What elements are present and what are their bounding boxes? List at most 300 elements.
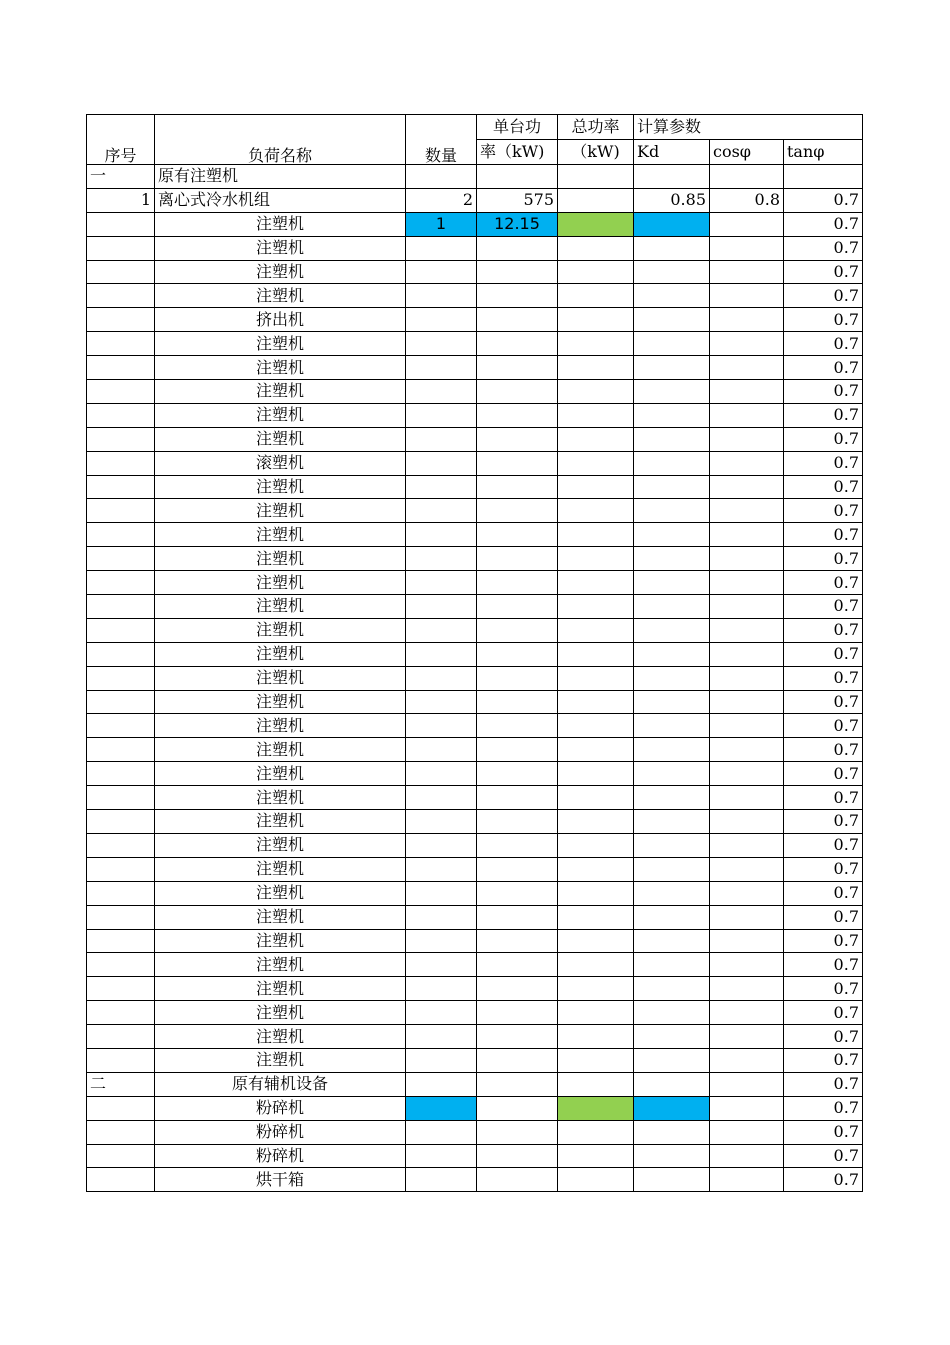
cell-kd[interactable] <box>634 1048 710 1072</box>
cell-seq[interactable] <box>87 1144 155 1168</box>
cell-cos[interactable] <box>710 332 784 356</box>
cell-cos[interactable] <box>710 595 784 619</box>
cell-tan[interactable]: 0.7 <box>784 403 863 427</box>
cell-seq[interactable] <box>87 1025 155 1049</box>
cell-seq[interactable] <box>87 475 155 499</box>
cell-tan[interactable]: 0.7 <box>784 786 863 810</box>
cell-seq[interactable] <box>87 929 155 953</box>
cell-unit-power[interactable] <box>477 786 558 810</box>
cell-seq[interactable] <box>87 953 155 977</box>
cell-kd[interactable] <box>634 929 710 953</box>
cell-total-power[interactable] <box>558 403 634 427</box>
cell-seq[interactable] <box>87 762 155 786</box>
cell-cos[interactable] <box>710 308 784 332</box>
cell-cos[interactable] <box>710 642 784 666</box>
cell-cos[interactable] <box>710 475 784 499</box>
cell-tan[interactable]: 0.7 <box>784 762 863 786</box>
cell-cos[interactable] <box>710 833 784 857</box>
cell-unit-power[interactable] <box>477 451 558 475</box>
cell-tan[interactable]: 0.7 <box>784 308 863 332</box>
cell-qty[interactable] <box>406 165 477 189</box>
header-qty[interactable]: 数量 <box>406 115 477 165</box>
cell-unit-power[interactable] <box>477 762 558 786</box>
cell-load-name[interactable]: 注塑机 <box>155 427 406 451</box>
cell-qty[interactable] <box>406 284 477 308</box>
cell-load-name[interactable]: 注塑机 <box>155 618 406 642</box>
cell-seq[interactable] <box>87 523 155 547</box>
cell-tan[interactable]: 0.7 <box>784 1001 863 1025</box>
cell-unit-power[interactable] <box>477 332 558 356</box>
cell-total-power[interactable] <box>558 1025 634 1049</box>
cell-total-power[interactable] <box>558 762 634 786</box>
cell-qty[interactable] <box>406 260 477 284</box>
cell-total-power[interactable] <box>558 666 634 690</box>
cell-total-power[interactable] <box>558 427 634 451</box>
cell-qty[interactable] <box>406 523 477 547</box>
cell-qty[interactable] <box>406 977 477 1001</box>
cell-qty[interactable] <box>406 618 477 642</box>
cell-cos[interactable] <box>710 905 784 929</box>
cell-unit-power[interactable] <box>477 929 558 953</box>
cell-unit-power[interactable] <box>477 1001 558 1025</box>
cell-kd[interactable]: 0.85 <box>634 188 710 212</box>
cell-total-power[interactable] <box>558 451 634 475</box>
cell-seq[interactable] <box>87 857 155 881</box>
cell-qty[interactable] <box>406 833 477 857</box>
cell-total-power[interactable] <box>558 1144 634 1168</box>
cell-qty[interactable] <box>406 427 477 451</box>
cell-unit-power[interactable] <box>477 666 558 690</box>
cell-seq[interactable] <box>87 236 155 260</box>
cell-kd[interactable] <box>634 762 710 786</box>
header-kd[interactable]: Kd <box>634 140 710 165</box>
cell-qty[interactable]: 2 <box>406 188 477 212</box>
cell-tan[interactable]: 0.7 <box>784 881 863 905</box>
cell-load-name[interactable]: 注塑机 <box>155 332 406 356</box>
cell-tan[interactable]: 0.7 <box>784 833 863 857</box>
cell-load-name[interactable]: 注塑机 <box>155 881 406 905</box>
header-unit-power-line2[interactable]: 率（kW) <box>477 140 558 165</box>
cell-unit-power[interactable] <box>477 642 558 666</box>
cell-seq[interactable] <box>87 905 155 929</box>
cell-qty[interactable] <box>406 905 477 929</box>
cell-seq[interactable] <box>87 284 155 308</box>
cell-kd[interactable] <box>634 666 710 690</box>
cell-unit-power[interactable] <box>477 1168 558 1192</box>
cell-qty[interactable] <box>406 356 477 380</box>
cell-load-name[interactable]: 注塑机 <box>155 1025 406 1049</box>
cell-cos[interactable] <box>710 427 784 451</box>
cell-kd[interactable] <box>634 1025 710 1049</box>
cell-load-name[interactable]: 注塑机 <box>155 212 406 236</box>
cell-kd[interactable] <box>634 1096 710 1120</box>
cell-tan[interactable]: 0.7 <box>784 666 863 690</box>
cell-seq[interactable] <box>87 666 155 690</box>
cell-load-name[interactable]: 注塑机 <box>155 786 406 810</box>
cell-unit-power[interactable] <box>477 427 558 451</box>
cell-tan[interactable]: 0.7 <box>784 523 863 547</box>
cell-qty[interactable] <box>406 786 477 810</box>
cell-load-name[interactable]: 注塑机 <box>155 547 406 571</box>
cell-cos[interactable] <box>710 260 784 284</box>
cell-total-power[interactable] <box>558 714 634 738</box>
cell-load-name[interactable]: 注塑机 <box>155 499 406 523</box>
cell-qty[interactable] <box>406 1072 477 1096</box>
cell-qty[interactable] <box>406 690 477 714</box>
cell-cos[interactable] <box>710 212 784 236</box>
cell-total-power[interactable] <box>558 690 634 714</box>
cell-load-name[interactable]: 注塑机 <box>155 857 406 881</box>
cell-qty[interactable] <box>406 451 477 475</box>
cell-kd[interactable] <box>634 833 710 857</box>
cell-qty[interactable] <box>406 1144 477 1168</box>
cell-seq[interactable]: 1 <box>87 188 155 212</box>
cell-kd[interactable] <box>634 165 710 189</box>
cell-total-power[interactable] <box>558 1168 634 1192</box>
cell-cos[interactable] <box>710 571 784 595</box>
cell-kd[interactable] <box>634 618 710 642</box>
cell-seq[interactable] <box>87 380 155 404</box>
cell-cos[interactable] <box>710 547 784 571</box>
cell-seq[interactable] <box>87 451 155 475</box>
cell-unit-power[interactable] <box>477 833 558 857</box>
cell-seq[interactable] <box>87 260 155 284</box>
header-name[interactable]: 负荷名称 <box>155 115 406 165</box>
cell-tan[interactable]: 0.7 <box>784 1144 863 1168</box>
cell-load-name[interactable]: 注塑机 <box>155 642 406 666</box>
cell-total-power[interactable] <box>558 1096 634 1120</box>
cell-unit-power[interactable] <box>477 499 558 523</box>
cell-kd[interactable] <box>634 571 710 595</box>
cell-total-power[interactable] <box>558 929 634 953</box>
cell-seq[interactable] <box>87 833 155 857</box>
cell-unit-power[interactable] <box>477 571 558 595</box>
cell-total-power[interactable] <box>558 475 634 499</box>
cell-kd[interactable] <box>634 380 710 404</box>
cell-load-name[interactable]: 注塑机 <box>155 260 406 284</box>
cell-load-name[interactable]: 挤出机 <box>155 308 406 332</box>
header-tan[interactable]: tanφ <box>784 140 863 165</box>
cell-unit-power[interactable] <box>477 690 558 714</box>
cell-load-name[interactable]: 注塑机 <box>155 953 406 977</box>
cell-total-power[interactable] <box>558 332 634 356</box>
cell-tan[interactable]: 0.7 <box>784 1025 863 1049</box>
cell-qty[interactable] <box>406 1048 477 1072</box>
cell-load-name[interactable]: 注塑机 <box>155 690 406 714</box>
cell-qty[interactable] <box>406 762 477 786</box>
cell-cos[interactable] <box>710 690 784 714</box>
cell-unit-power[interactable] <box>477 1048 558 1072</box>
cell-load-name[interactable]: 注塑机 <box>155 833 406 857</box>
cell-total-power[interactable] <box>558 523 634 547</box>
cell-kd[interactable] <box>634 642 710 666</box>
cell-unit-power[interactable] <box>477 810 558 834</box>
cell-load-name[interactable]: 粉碎机 <box>155 1144 406 1168</box>
cell-qty[interactable] <box>406 499 477 523</box>
cell-tan[interactable]: 0.7 <box>784 1120 863 1144</box>
cell-seq[interactable]: 二 <box>87 1072 155 1096</box>
cell-kd[interactable] <box>634 499 710 523</box>
cell-tan[interactable]: 0.7 <box>784 547 863 571</box>
cell-seq[interactable] <box>87 547 155 571</box>
cell-cos[interactable] <box>710 1048 784 1072</box>
cell-tan[interactable]: 0.7 <box>784 1072 863 1096</box>
cell-cos[interactable] <box>710 857 784 881</box>
cell-load-name[interactable]: 注塑机 <box>155 523 406 547</box>
cell-cos[interactable] <box>710 165 784 189</box>
cell-cos[interactable] <box>710 738 784 762</box>
cell-qty[interactable] <box>406 332 477 356</box>
cell-tan[interactable]: 0.7 <box>784 188 863 212</box>
cell-seq[interactable] <box>87 618 155 642</box>
cell-qty[interactable] <box>406 1001 477 1025</box>
cell-cos[interactable]: 0.8 <box>710 188 784 212</box>
cell-load-name[interactable]: 注塑机 <box>155 977 406 1001</box>
cell-seq[interactable] <box>87 1120 155 1144</box>
cell-unit-power[interactable] <box>477 475 558 499</box>
cell-cos[interactable] <box>710 810 784 834</box>
cell-tan[interactable]: 0.7 <box>784 642 863 666</box>
cell-total-power[interactable] <box>558 284 634 308</box>
cell-total-power[interactable] <box>558 642 634 666</box>
cell-unit-power[interactable] <box>477 356 558 380</box>
cell-unit-power[interactable] <box>477 1072 558 1096</box>
cell-tan[interactable]: 0.7 <box>784 905 863 929</box>
cell-total-power[interactable] <box>558 833 634 857</box>
cell-total-power[interactable] <box>558 595 634 619</box>
cell-load-name[interactable]: 注塑机 <box>155 1001 406 1025</box>
cell-tan[interactable]: 0.7 <box>784 427 863 451</box>
cell-load-name[interactable]: 注塑机 <box>155 905 406 929</box>
cell-kd[interactable] <box>634 212 710 236</box>
cell-kd[interactable] <box>634 308 710 332</box>
cell-seq[interactable] <box>87 786 155 810</box>
cell-unit-power[interactable] <box>477 905 558 929</box>
cell-kd[interactable] <box>634 1072 710 1096</box>
cell-total-power[interactable] <box>558 1120 634 1144</box>
cell-seq[interactable] <box>87 1168 155 1192</box>
cell-total-power[interactable] <box>558 571 634 595</box>
cell-unit-power[interactable] <box>477 953 558 977</box>
cell-unit-power[interactable] <box>477 547 558 571</box>
header-seq[interactable]: 序号 <box>87 115 155 165</box>
cell-total-power[interactable] <box>558 905 634 929</box>
cell-tan[interactable]: 0.7 <box>784 738 863 762</box>
cell-unit-power[interactable] <box>477 595 558 619</box>
cell-qty[interactable] <box>406 953 477 977</box>
cell-cos[interactable] <box>710 881 784 905</box>
cell-cos[interactable] <box>710 714 784 738</box>
cell-qty[interactable] <box>406 236 477 260</box>
cell-load-name[interactable]: 烘干箱 <box>155 1168 406 1192</box>
cell-load-name[interactable]: 粉碎机 <box>155 1096 406 1120</box>
cell-cos[interactable] <box>710 977 784 1001</box>
cell-total-power[interactable] <box>558 1072 634 1096</box>
cell-kd[interactable] <box>634 857 710 881</box>
cell-qty[interactable] <box>406 881 477 905</box>
cell-seq[interactable] <box>87 881 155 905</box>
cell-qty[interactable] <box>406 1168 477 1192</box>
cell-kd[interactable] <box>634 1144 710 1168</box>
cell-kd[interactable] <box>634 356 710 380</box>
header-total-power-line1[interactable]: 总功率 <box>558 115 634 140</box>
cell-seq[interactable] <box>87 308 155 332</box>
cell-qty[interactable] <box>406 1096 477 1120</box>
header-calc-params[interactable]: 计算参数 <box>634 115 863 140</box>
cell-total-power[interactable] <box>558 738 634 762</box>
cell-load-name[interactable]: 原有注塑机 <box>155 165 406 189</box>
cell-total-power[interactable] <box>558 810 634 834</box>
cell-total-power[interactable] <box>558 236 634 260</box>
cell-seq[interactable] <box>87 595 155 619</box>
cell-kd[interactable] <box>634 738 710 762</box>
cell-unit-power[interactable] <box>477 881 558 905</box>
cell-seq[interactable] <box>87 1001 155 1025</box>
cell-unit-power[interactable] <box>477 1025 558 1049</box>
cell-unit-power[interactable] <box>477 977 558 1001</box>
cell-load-name[interactable]: 注塑机 <box>155 1048 406 1072</box>
cell-qty[interactable] <box>406 571 477 595</box>
cell-total-power[interactable] <box>558 547 634 571</box>
cell-seq[interactable] <box>87 571 155 595</box>
cell-load-name[interactable]: 原有辅机设备 <box>155 1072 406 1096</box>
cell-tan[interactable]: 0.7 <box>784 1168 863 1192</box>
cell-load-name[interactable]: 注塑机 <box>155 738 406 762</box>
cell-cos[interactable] <box>710 403 784 427</box>
cell-load-name[interactable]: 注塑机 <box>155 762 406 786</box>
cell-load-name[interactable]: 注塑机 <box>155 571 406 595</box>
header-total-power-line2[interactable]: （kW) <box>558 140 634 165</box>
cell-seq[interactable] <box>87 714 155 738</box>
cell-cos[interactable] <box>710 380 784 404</box>
cell-total-power[interactable] <box>558 1048 634 1072</box>
cell-cos[interactable] <box>710 523 784 547</box>
cell-unit-power[interactable] <box>477 1144 558 1168</box>
cell-tan[interactable] <box>784 165 863 189</box>
cell-qty[interactable] <box>406 1120 477 1144</box>
cell-cos[interactable] <box>710 1072 784 1096</box>
cell-tan[interactable]: 0.7 <box>784 977 863 1001</box>
cell-tan[interactable]: 0.7 <box>784 284 863 308</box>
cell-kd[interactable] <box>634 523 710 547</box>
cell-tan[interactable]: 0.7 <box>784 857 863 881</box>
cell-load-name[interactable]: 注塑机 <box>155 380 406 404</box>
cell-cos[interactable] <box>710 1096 784 1120</box>
cell-total-power[interactable] <box>558 165 634 189</box>
cell-kd[interactable] <box>634 1120 710 1144</box>
cell-seq[interactable] <box>87 332 155 356</box>
cell-total-power[interactable] <box>558 188 634 212</box>
cell-load-name[interactable]: 注塑机 <box>155 284 406 308</box>
cell-qty[interactable] <box>406 1025 477 1049</box>
cell-tan[interactable]: 0.7 <box>784 714 863 738</box>
cell-seq[interactable] <box>87 810 155 834</box>
cell-seq[interactable]: 一 <box>87 165 155 189</box>
header-cos[interactable]: cosφ <box>710 140 784 165</box>
cell-tan[interactable]: 0.7 <box>784 451 863 475</box>
cell-qty[interactable] <box>406 595 477 619</box>
cell-qty[interactable] <box>406 380 477 404</box>
cell-tan[interactable]: 0.7 <box>784 356 863 380</box>
cell-qty[interactable] <box>406 857 477 881</box>
cell-unit-power[interactable] <box>477 236 558 260</box>
cell-kd[interactable] <box>634 881 710 905</box>
cell-load-name[interactable]: 注塑机 <box>155 595 406 619</box>
cell-tan[interactable]: 0.7 <box>784 332 863 356</box>
cell-seq[interactable] <box>87 977 155 1001</box>
cell-unit-power[interactable] <box>477 714 558 738</box>
cell-cos[interactable] <box>710 284 784 308</box>
cell-kd[interactable] <box>634 1168 710 1192</box>
cell-tan[interactable]: 0.7 <box>784 953 863 977</box>
cell-seq[interactable] <box>87 427 155 451</box>
cell-tan[interactable]: 0.7 <box>784 571 863 595</box>
cell-unit-power[interactable] <box>477 260 558 284</box>
cell-kd[interactable] <box>634 284 710 308</box>
cell-total-power[interactable] <box>558 977 634 1001</box>
cell-tan[interactable]: 0.7 <box>784 929 863 953</box>
cell-kd[interactable] <box>634 451 710 475</box>
cell-kd[interactable] <box>634 547 710 571</box>
cell-seq[interactable] <box>87 642 155 666</box>
cell-load-name[interactable]: 注塑机 <box>155 356 406 380</box>
cell-load-name[interactable]: 注塑机 <box>155 929 406 953</box>
cell-tan[interactable]: 0.7 <box>784 475 863 499</box>
cell-qty[interactable] <box>406 547 477 571</box>
cell-kd[interactable] <box>634 427 710 451</box>
cell-unit-power[interactable] <box>477 284 558 308</box>
cell-load-name[interactable]: 滚塑机 <box>155 451 406 475</box>
cell-tan[interactable]: 0.7 <box>784 260 863 284</box>
cell-unit-power[interactable] <box>477 1096 558 1120</box>
cell-load-name[interactable]: 注塑机 <box>155 475 406 499</box>
cell-qty[interactable] <box>406 929 477 953</box>
cell-kd[interactable] <box>634 1001 710 1025</box>
cell-cos[interactable] <box>710 929 784 953</box>
cell-load-name[interactable]: 注塑机 <box>155 810 406 834</box>
cell-tan[interactable]: 0.7 <box>784 618 863 642</box>
cell-seq[interactable] <box>87 1096 155 1120</box>
cell-cos[interactable] <box>710 762 784 786</box>
header-unit-power-line1[interactable]: 单台功 <box>477 115 558 140</box>
cell-qty[interactable] <box>406 475 477 499</box>
cell-qty[interactable] <box>406 738 477 762</box>
cell-load-name[interactable]: 粉碎机 <box>155 1120 406 1144</box>
cell-qty[interactable] <box>406 666 477 690</box>
cell-seq[interactable] <box>87 212 155 236</box>
cell-load-name[interactable]: 注塑机 <box>155 236 406 260</box>
cell-kd[interactable] <box>634 475 710 499</box>
cell-kd[interactable] <box>634 690 710 714</box>
cell-tan[interactable]: 0.7 <box>784 595 863 619</box>
cell-seq[interactable] <box>87 499 155 523</box>
cell-tan[interactable]: 0.7 <box>784 212 863 236</box>
cell-seq[interactable] <box>87 403 155 427</box>
cell-unit-power[interactable] <box>477 523 558 547</box>
cell-kd[interactable] <box>634 977 710 1001</box>
cell-cos[interactable] <box>710 953 784 977</box>
cell-unit-power[interactable]: 575 <box>477 188 558 212</box>
cell-total-power[interactable] <box>558 953 634 977</box>
cell-cos[interactable] <box>710 1001 784 1025</box>
cell-unit-power[interactable] <box>477 618 558 642</box>
cell-total-power[interactable] <box>558 212 634 236</box>
cell-cos[interactable] <box>710 1168 784 1192</box>
cell-cos[interactable] <box>710 499 784 523</box>
cell-unit-power[interactable] <box>477 857 558 881</box>
cell-qty[interactable] <box>406 642 477 666</box>
cell-load-name[interactable]: 注塑机 <box>155 666 406 690</box>
